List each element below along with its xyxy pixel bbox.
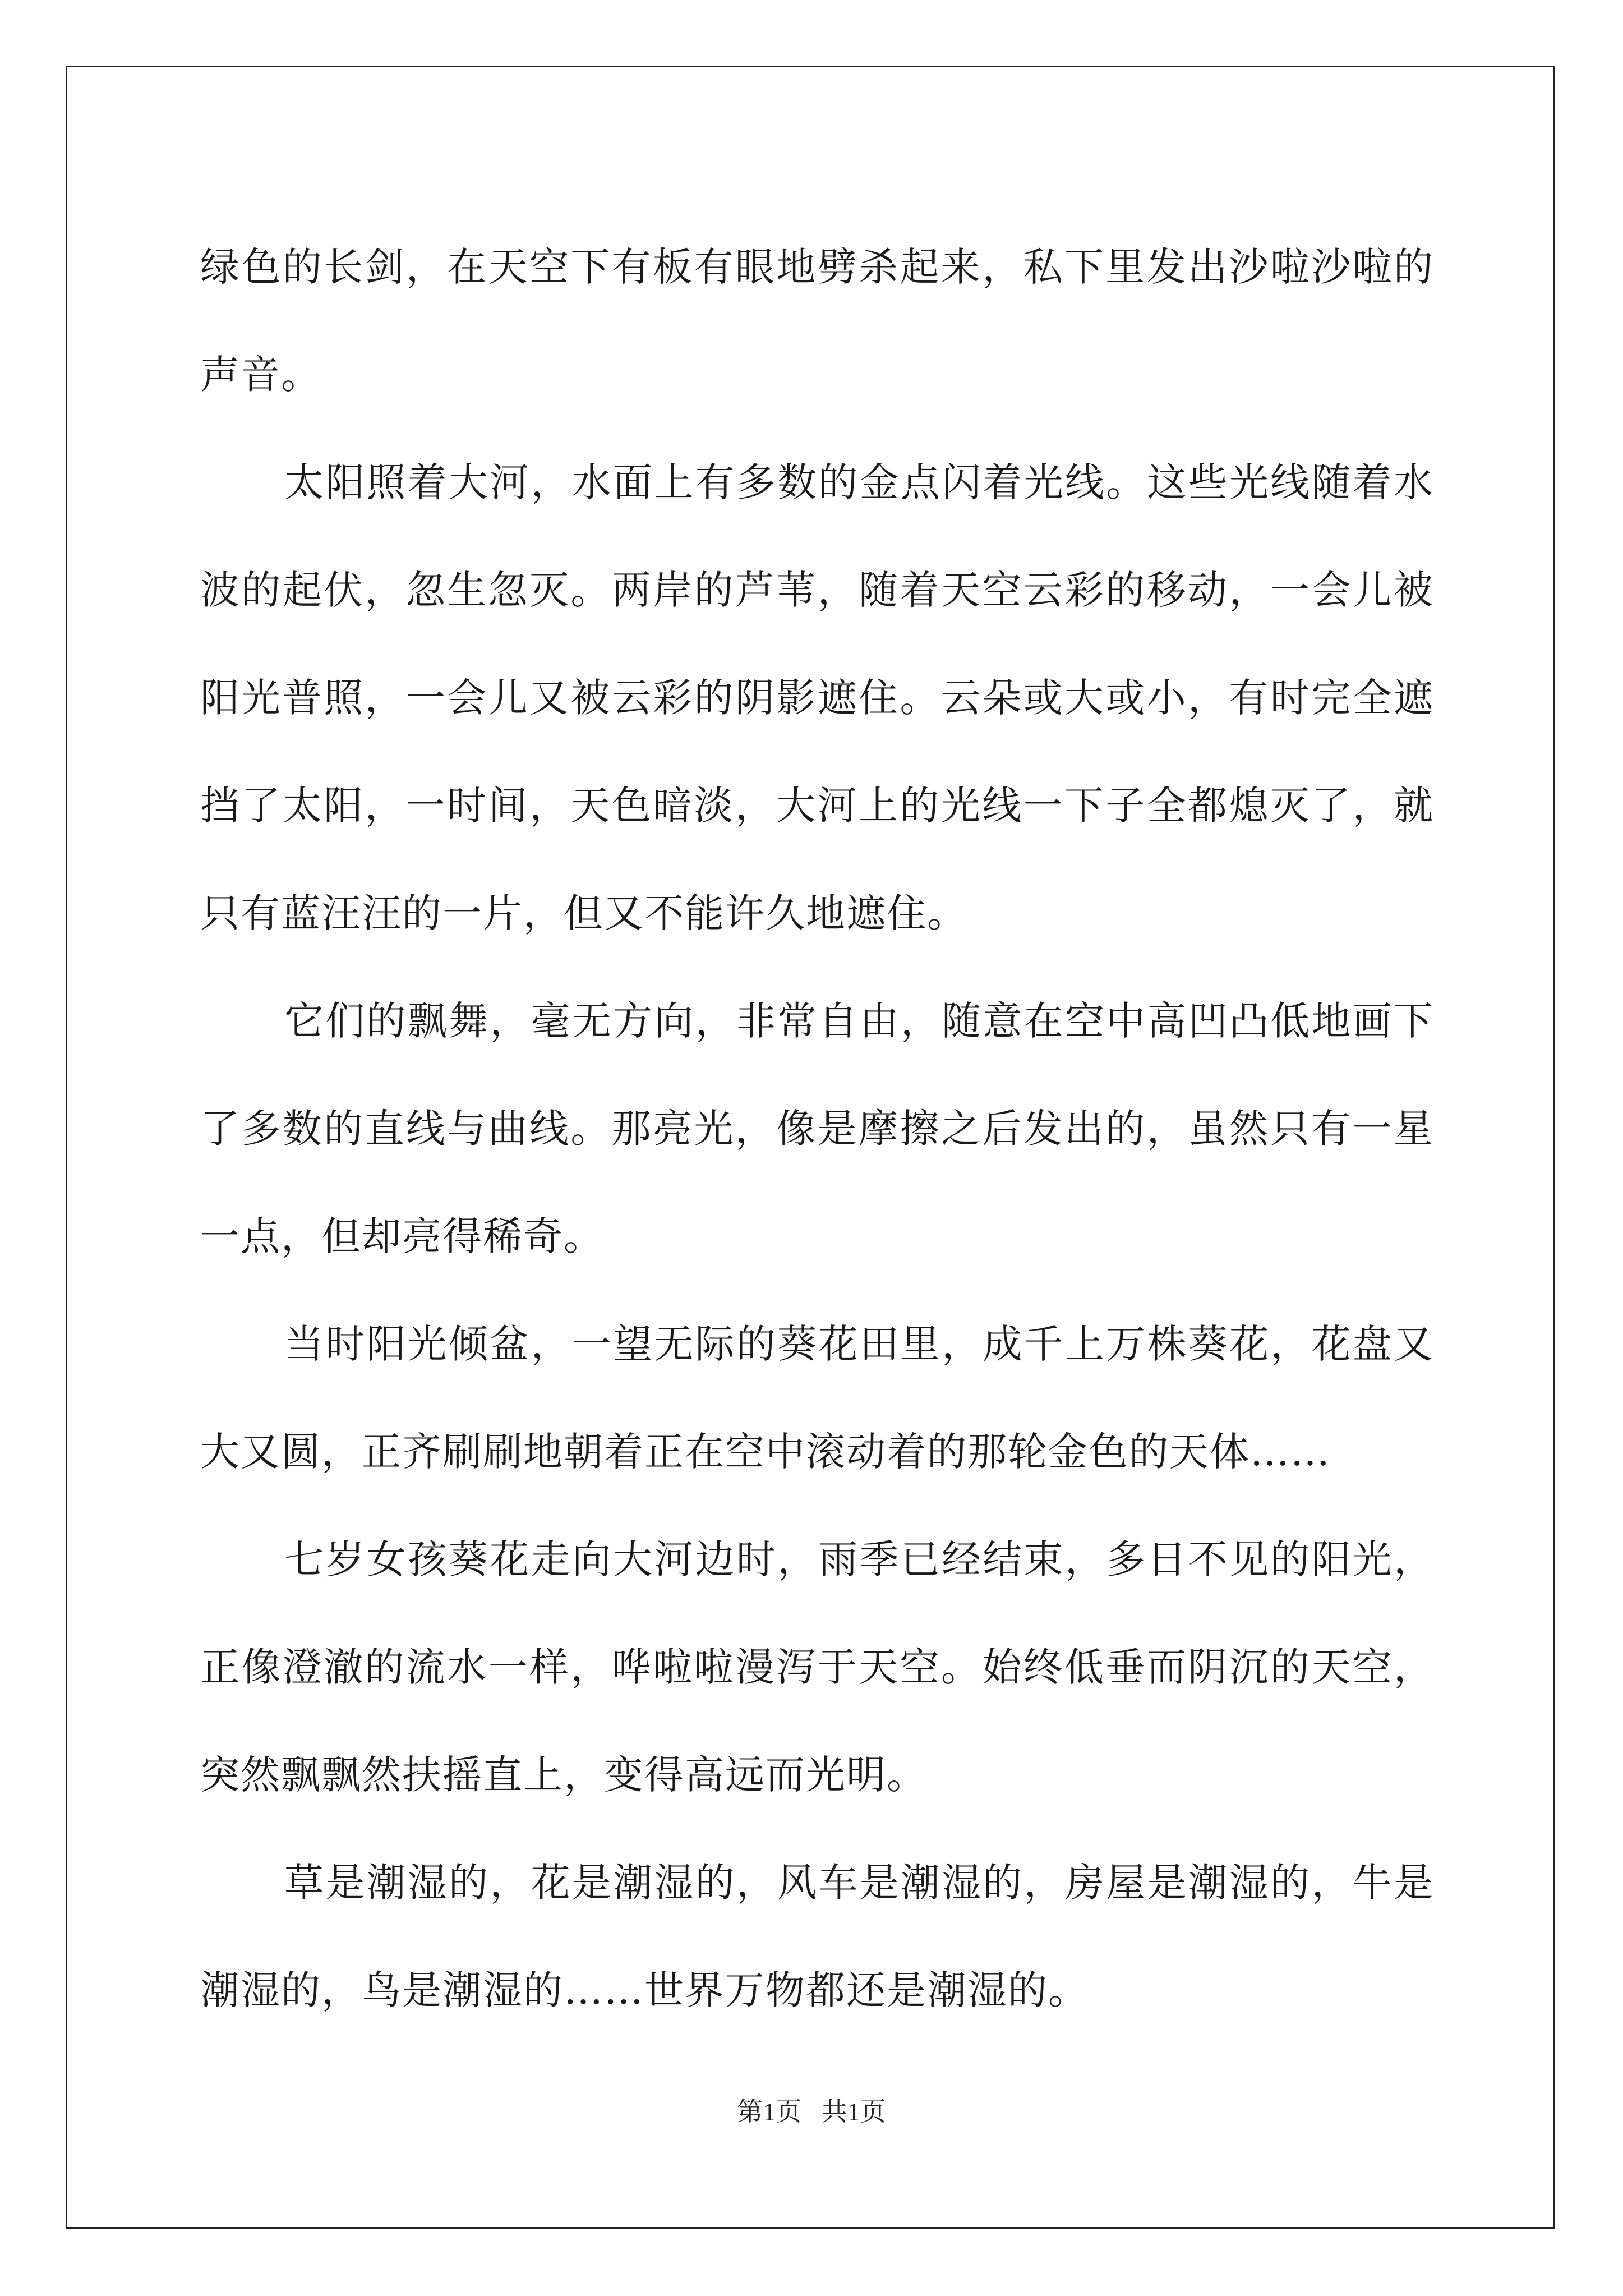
- paragraph-5: 七岁女孩葵花走向大河边时，雨季已经结束，多日不见的阳光，正像澄澈的流水一样，哗啦啦漫泻于天空。始终低垂而阴沉的天空，突然飘飘然扶摇直上，变得高远而光明。: [200, 1536, 1434, 1798]
- page-footer: [0, 2091, 1623, 2128]
- page-number: 第1页: [737, 2097, 802, 2126]
- paragraph-4: 当时阳光倾盆，一望无际的葵花田里，成千上万株葵花，花盘又大又圆，正齐刷刷地朝着正在空中滚动着的那轮金色的天体……: [200, 1321, 1434, 1475]
- paragraph-2: 太阳照着大河，水面上有多数的金点闪着光线。这些光线随着水波的起伏，忽生忽灭。两岸的芦苇，随着天空云彩的移动，一会儿被阳光普照，一会儿又被云彩的阴影遮住。云朵或大或小，有时完全遮挡了太阳，一时间，天色暗淡，大河上的光线一下子全都熄灭了，就只有蓝汪汪的一片，但又不能许久地遮住。: [200, 459, 1434, 936]
- document-body: [200, 213, 1434, 2044]
- paragraph-1: 绿色的长剑，在天空下有板有眼地劈杀起来，私下里发出沙啦沙啦的声音。: [200, 244, 1434, 398]
- paragraph-6: 草是潮湿的，花是潮湿的，风车是潮湿的，房屋是潮湿的，牛是潮湿的，鸟是潮湿的……世界万物都还是潮湿的。: [200, 1860, 1434, 2013]
- paragraph-3: 它们的飘舞，毫无方向，非常自由，随意在空中高凹凸低地画下了多数的直线与曲线。那亮光，像是摩擦之后发出的，虽然只有一星一点，但却亮得稀奇。: [200, 998, 1434, 1259]
- page-total: 共1页: [821, 2097, 886, 2126]
